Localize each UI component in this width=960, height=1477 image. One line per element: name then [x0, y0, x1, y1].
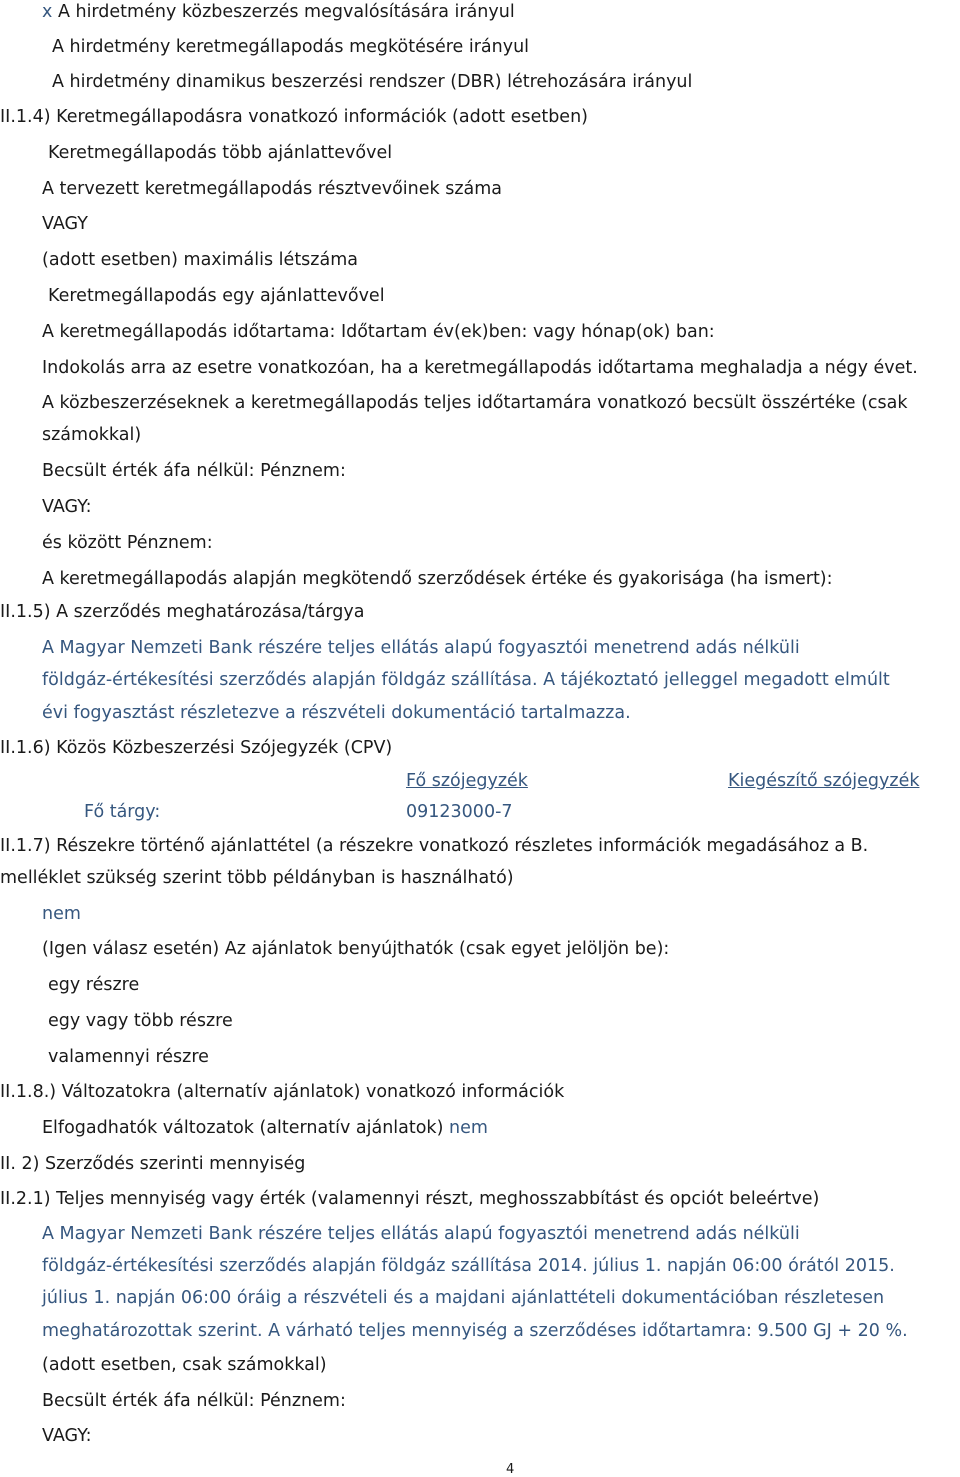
- framework-duration: A keretmegállapodás időtartama: Időtartam év(ek)ben: vagy hónap(ok) ban:: [42, 322, 715, 342]
- notice-purpose-option-2: A hirdetmény keretmegállapodás megkötésére irányul: [52, 37, 530, 57]
- variants-line: Elfogadhatók változatok (alternatív ajánlatok) nem: [42, 1118, 488, 1138]
- framework-total-value-line-1: A közbeszerzéseknek a keretmegállapodás teljes időtartamára vonatkozó becsült összértéke (csak: [42, 393, 908, 413]
- framework-justification: Indokolás arra az esetre vonatkozóan, ha a keretmegállapodás időtartama meghaladja a négy évet.: [42, 358, 918, 378]
- framework-between: és között Pénznem:: [42, 533, 213, 553]
- notice-purpose-option-3: A hirdetmény dinamikus beszerzési rendszer (DBR) létrehozására irányul: [52, 72, 693, 92]
- framework-contracts-value: A keretmegállapodás alapján megkötendő szerződések értéke és gyakorisága (ha ismert):: [42, 569, 833, 589]
- lots-if-yes: (Igen válasz esetén) Az ajánlatok benyújthatók (csak egyet jelöljön be):: [42, 939, 670, 959]
- quantity-or: VAGY:: [42, 1426, 92, 1446]
- section-heading-ii-2-1: II.2.1) Teljes mennyiség vagy érték (valamennyi részt, meghosszabbítást és opciót beleértve): [0, 1189, 820, 1209]
- section-heading-ii-1-6: II.1.6) Közös Közbeszerzési Szójegyzék (CPV): [0, 738, 393, 758]
- section-heading-ii-1-5: II.1.5) A szerződés meghatározása/tárgya: [0, 602, 365, 622]
- section-heading-ii-1-7-line-1: II.1.7) Részekre történő ajánlattétel (a részekre vonatkozó részletes információk megadásához a B.: [0, 836, 869, 856]
- quantity-line-3: július 1. napján 06:00 óráig a részvételi és a majdani ajánlattételi dokumentációban részletesen: [42, 1288, 885, 1308]
- quantity-estimated-value: Becsült érték áfa nélkül: Pénznem:: [42, 1391, 346, 1411]
- section-heading-ii-1-8: II.1.8.) Változatokra (alternatív ajánlatok) vonatkozó információk: [0, 1082, 565, 1102]
- quantity-line-2: földgáz-értékesítési szerződés alapján földgáz szállítása 2014. július 1. napján 06:00 órától 2015.: [42, 1256, 895, 1276]
- quantity-line-1: A Magyar Nemzeti Bank részére teljes ellátás alapú fogyasztói menetrend adás nélküli: [42, 1224, 800, 1244]
- quantity-numbers-only: (adott esetben, csak számokkal): [42, 1355, 327, 1375]
- section-heading-ii-2: II. 2) Szerződés szerinti mennyiség: [0, 1154, 306, 1174]
- framework-max-count: (adott esetben) maximális létszáma: [42, 250, 358, 270]
- framework-or: VAGY: [42, 214, 88, 234]
- framework-single: Keretmegállapodás egy ajánlattevővel: [48, 286, 385, 306]
- subject-line-3: évi fogyasztást részletezve a részvételi dokumentáció tartalmazza.: [42, 703, 631, 723]
- framework-total-value-line-2: számokkal): [42, 425, 142, 445]
- selected-x-mark: x: [42, 2, 53, 22]
- page-number: 4: [506, 1462, 515, 1477]
- subject-line-2: földgáz-értékesítési szerződés alapján földgáz szállítása. A tájékoztató jelleggel megadott elmúlt: [42, 670, 890, 690]
- cpv-main-vocabulary-header: Fő szójegyzék: [406, 771, 528, 791]
- framework-participants: A tervezett keretmegállapodás résztvevőinek száma: [42, 179, 502, 199]
- notice-purpose-option-1: x A hirdetmény közbeszerzés megvalósítására irányul: [42, 2, 515, 22]
- cpv-main-object-label: Fő tárgy:: [84, 802, 161, 822]
- subject-line-1: A Magyar Nemzeti Bank részére teljes ellátás alapú fogyasztói menetrend adás nélküli: [42, 638, 800, 658]
- framework-multi: Keretmegállapodás több ajánlattevővel: [48, 143, 393, 163]
- lots-option-one-or-more: egy vagy több részre: [48, 1011, 233, 1031]
- cpv-main-object-code: 09123000-7: [406, 802, 513, 822]
- quantity-line-4: meghatározottak szerint. A várható teljes mennyiség a szerződéses időtartamra: 9.500 GJ + 20 %.: [42, 1321, 908, 1341]
- section-heading-ii-1-4: II.1.4) Keretmegállapodásra vonatkozó információk (adott esetben): [0, 107, 588, 127]
- cpv-supplementary-vocabulary-header: Kiegészítő szójegyzék: [728, 771, 920, 791]
- lots-option-all: valamennyi részre: [48, 1047, 209, 1067]
- section-heading-ii-1-7-line-2: melléklet szükség szerint több példányban is használható): [0, 868, 514, 888]
- variants-answer: nem: [448, 1118, 488, 1138]
- framework-estimated-value: Becsült érték áfa nélkül: Pénznem:: [42, 461, 346, 481]
- framework-or-2: VAGY:: [42, 497, 92, 517]
- lots-answer: nem: [42, 904, 81, 924]
- lots-option-one: egy részre: [48, 975, 140, 995]
